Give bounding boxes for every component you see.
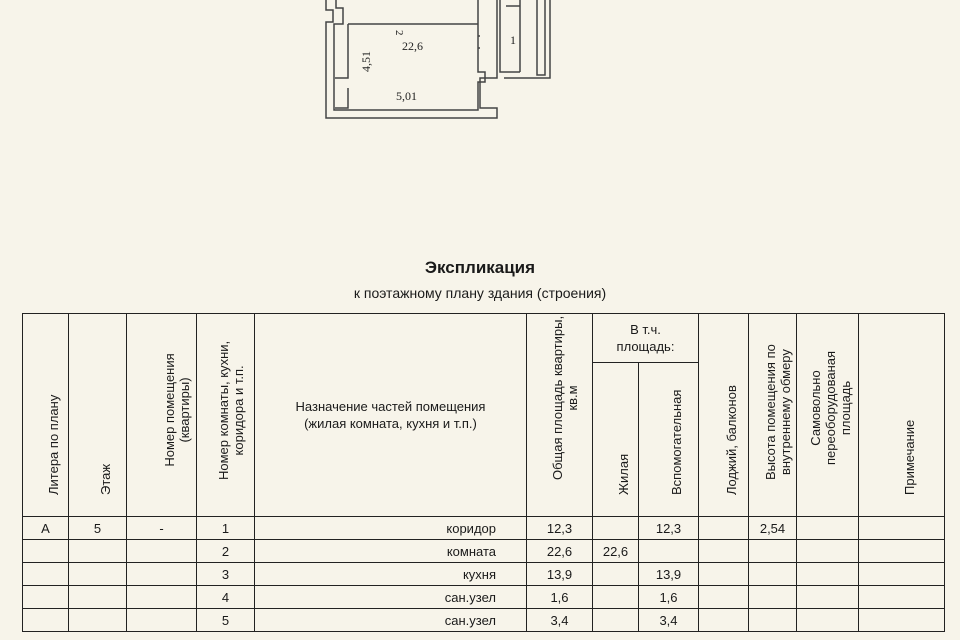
cell-aux-area: 13,9 xyxy=(639,563,699,586)
table-row xyxy=(23,586,945,609)
document-title: Экспликация xyxy=(424,258,536,277)
cell-room-name: кухня xyxy=(255,563,527,586)
cell-total-area: 3,4 xyxy=(527,609,593,632)
table-row xyxy=(23,609,945,632)
cell-aux-area: 3,4 xyxy=(639,609,699,632)
cell-litera xyxy=(23,563,69,586)
cell-aux-area: 1,6 xyxy=(639,586,699,609)
cell-loggia xyxy=(699,540,749,563)
cell-note xyxy=(859,563,945,586)
cell-total-area: 1,6 xyxy=(527,586,593,609)
table-row xyxy=(23,540,945,563)
cell-aux-area: 12,3 xyxy=(639,517,699,540)
cell-room-number: 1 xyxy=(197,517,255,540)
explication-table xyxy=(22,313,945,632)
cell-self-converted xyxy=(797,609,859,632)
header-loggias: Лоджий, балконов xyxy=(699,314,749,517)
cell-living-area xyxy=(593,609,639,632)
cell-note xyxy=(859,517,945,540)
cell-floor xyxy=(69,586,127,609)
cell-loggia xyxy=(699,517,749,540)
cell-litera xyxy=(23,586,69,609)
cell-loggia xyxy=(699,609,749,632)
cell-self-converted xyxy=(797,563,859,586)
cell-room-name: сан.узел xyxy=(255,586,527,609)
cell-floor xyxy=(69,609,127,632)
cell-room-name: коридор xyxy=(255,517,527,540)
cell-self-converted xyxy=(797,517,859,540)
cell-room-number: 5 xyxy=(197,609,255,632)
cell-floor xyxy=(69,563,127,586)
cell-room-name: комната xyxy=(255,540,527,563)
cell-room-number: 4 xyxy=(197,586,255,609)
cell-loggia xyxy=(699,563,749,586)
cell-note xyxy=(859,586,945,609)
cell-aux-area xyxy=(639,540,699,563)
cell-note xyxy=(859,540,945,563)
cell-litera: А xyxy=(23,517,69,540)
cell-height xyxy=(749,609,797,632)
header-including: В т.ч. площадь: xyxy=(593,314,699,363)
cell-total-area: 13,9 xyxy=(527,563,593,586)
cell-floor: 5 xyxy=(69,517,127,540)
cell-total-area: 12,3 xyxy=(527,517,593,540)
cell-litera xyxy=(23,609,69,632)
cell-room-number: 2 xyxy=(197,540,255,563)
header-note: Примечание xyxy=(859,314,945,517)
cell-apartment xyxy=(127,563,197,586)
dimension-vertical: 4,51 xyxy=(359,51,373,72)
dimension-horizontal: 5,01 xyxy=(396,89,417,103)
header-apartment: Номер помещения (квартиры) xyxy=(127,314,197,517)
header-living: Жилая xyxy=(593,363,639,517)
cell-height xyxy=(749,540,797,563)
table-row xyxy=(23,563,945,586)
header-self-converted: Самовольно переоборудованая площадь xyxy=(797,314,859,517)
cell-height xyxy=(749,586,797,609)
header-floor: Этаж xyxy=(69,314,127,517)
cell-room-number: 3 xyxy=(197,563,255,586)
cell-self-converted xyxy=(797,586,859,609)
cell-living-area xyxy=(593,586,639,609)
cell-loggia xyxy=(699,586,749,609)
cell-note xyxy=(859,609,945,632)
room-area: 22,6 xyxy=(402,39,423,53)
cell-living-area xyxy=(593,517,639,540)
cell-total-area: 22,6 xyxy=(527,540,593,563)
header-height: Высота помещения по внутреннему обмеру xyxy=(749,314,797,517)
floor-plan xyxy=(0,0,960,140)
header-room-number: Номер комнаты, кухни, коридора и т.п. xyxy=(197,314,255,517)
cell-apartment: - xyxy=(127,517,197,540)
cell-litera xyxy=(23,540,69,563)
cell-floor xyxy=(69,540,127,563)
cell-height: 2,54 xyxy=(749,517,797,540)
cell-living-area xyxy=(593,563,639,586)
cell-living-area: 22,6 xyxy=(593,540,639,563)
document-subtitle: к поэтажному плану здания (строения) xyxy=(353,285,607,301)
corridor-number: 1 xyxy=(510,33,516,47)
table-row xyxy=(23,517,945,540)
cell-apartment xyxy=(127,586,197,609)
cell-apartment xyxy=(127,540,197,563)
header-purpose: Назначение частей помещения (жилая комната, кухня и т.п.) xyxy=(255,314,527,517)
cell-room-name: сан.узел xyxy=(255,609,527,632)
room-number: 2 xyxy=(393,30,405,36)
header-auxiliary: Вспомогательная xyxy=(639,363,699,517)
header-total-area: Общая площадь квартиры, кв.м xyxy=(527,314,593,517)
cell-self-converted xyxy=(797,540,859,563)
header-litera: Литера по плану xyxy=(23,314,69,517)
cell-apartment xyxy=(127,609,197,632)
cell-height xyxy=(749,563,797,586)
